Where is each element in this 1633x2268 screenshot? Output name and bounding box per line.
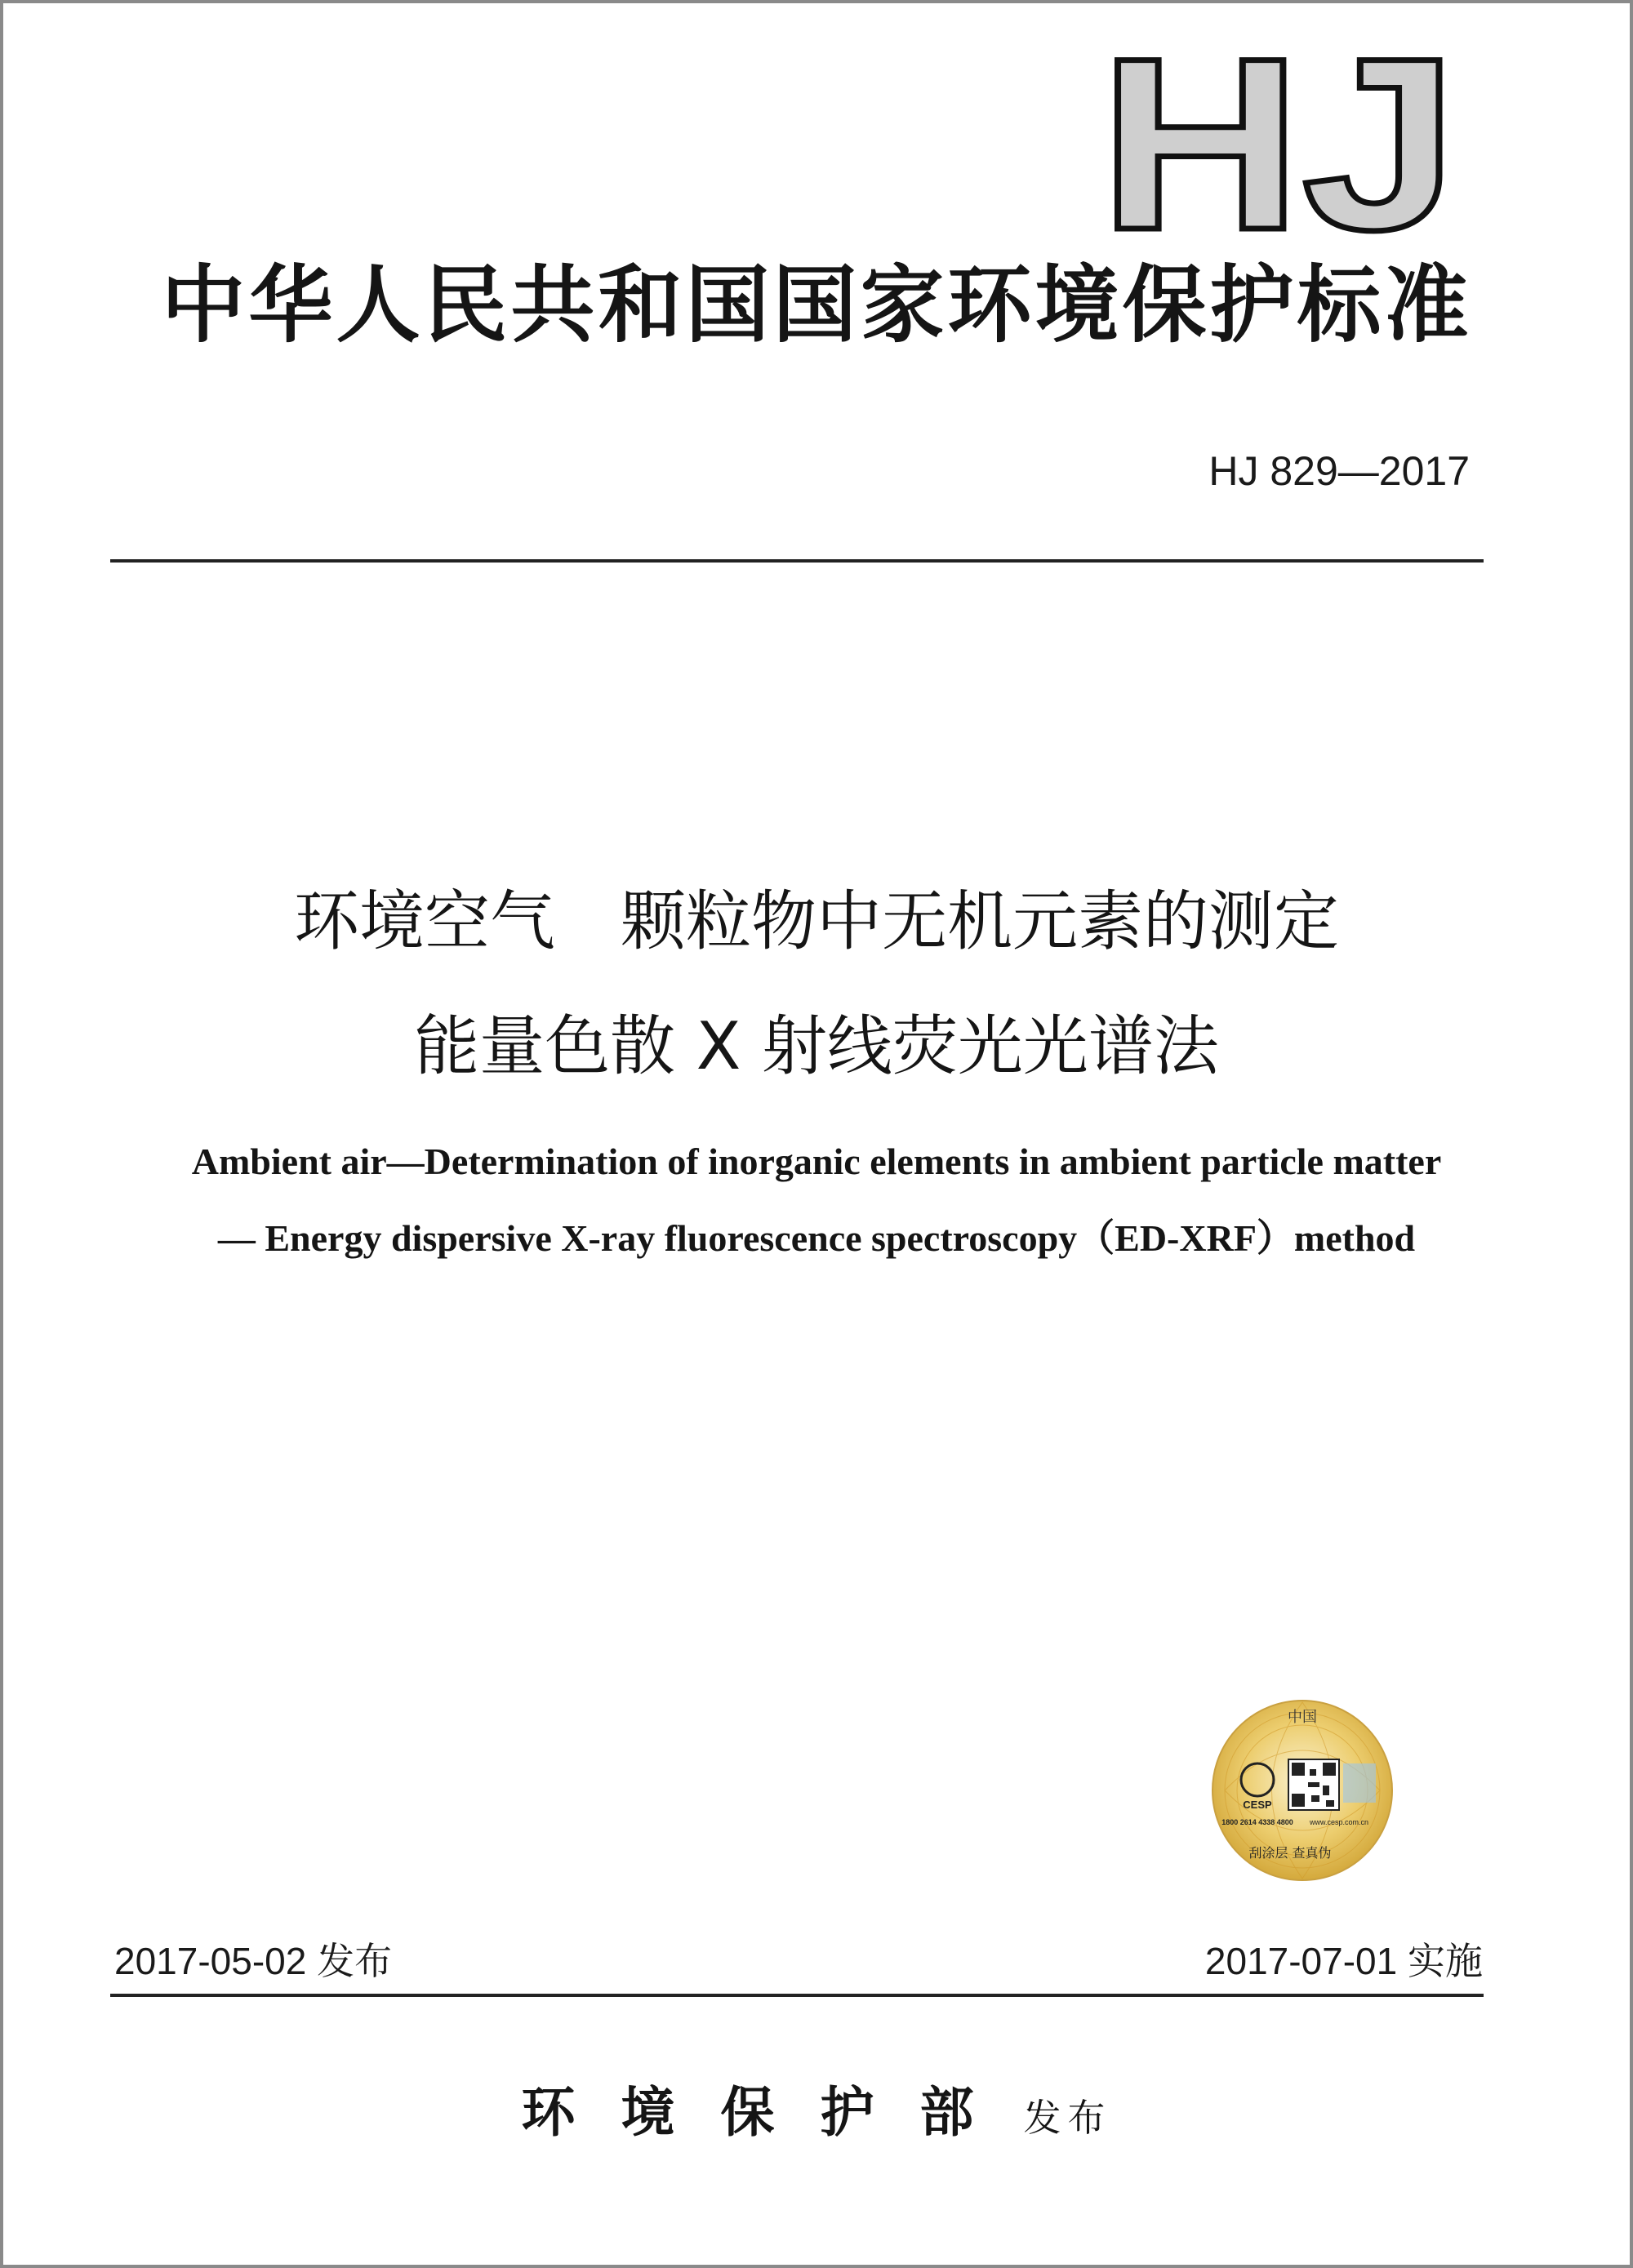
en-title-line2: — Energy dispersive X-ray fluorescence spectroscopy（ED-XRF）method [217,1217,1416,1259]
issue-date: 2017-05-02 发布 [114,1940,393,1982]
seal-cesp-label: CESP [1243,1799,1272,1811]
cn-title-line1: 环境空气 颗粒物中无机元素的测定 [294,883,1339,959]
top-divider [110,559,1484,563]
en-title-line1: Ambient air—Determination of inorganic elements in ambient particle matter [191,1141,1442,1182]
seal-bottom-text: 刮涂层 查真伪 [1248,1845,1332,1861]
publisher-suffix: 发布 [1023,2096,1112,2140]
standard-code: HJ 829—2017 [1208,448,1470,494]
publisher [0,2069,1633,2146]
qr-code-icon [1288,1759,1339,1810]
implementation-date: 2017-07-01 实施 [1204,1940,1483,1982]
anti-counterfeit-seal [1208,1694,1396,1898]
hj-logo [1091,42,1466,247]
bottom-divider [110,1994,1484,1997]
seal-top-text: 中国 [1288,1709,1317,1726]
seal-website: www.cesp.com.cn [1309,1818,1369,1826]
cn-title-line2: 能量色散 X 射线荧光光谱法 [414,1008,1219,1084]
publisher-name: 环境保护部 [521,2080,1020,2144]
org-title: 中华人民共和国国家环境保护标准 [161,256,1472,354]
seal-phone: 1800 2614 4338 4800 [1221,1818,1293,1826]
hj-logo-text: HJ [1099,42,1458,247]
